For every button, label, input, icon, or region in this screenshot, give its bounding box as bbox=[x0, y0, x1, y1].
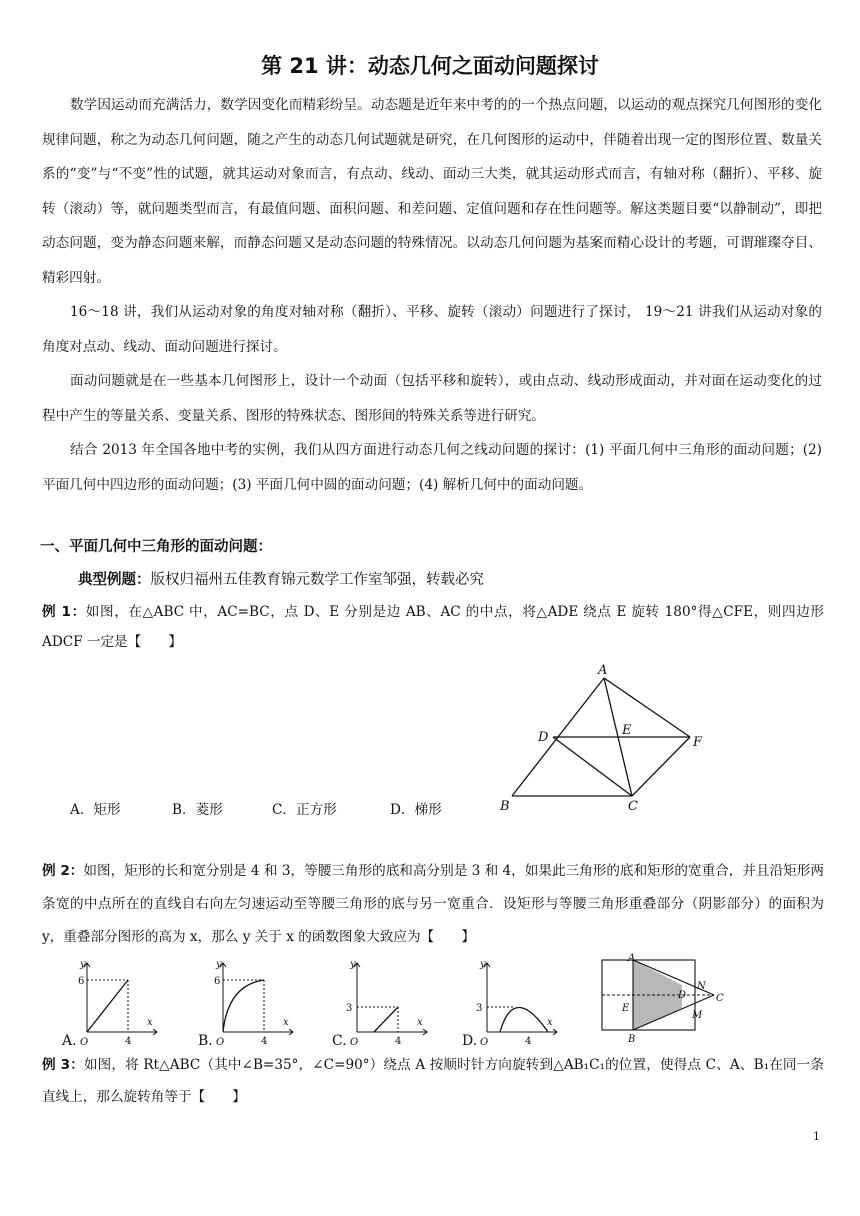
option-d: D．梯形 bbox=[390, 802, 442, 818]
page-title: 第 21 讲：动态几何之面动问题探讨 bbox=[261, 54, 599, 78]
fig2-label-e: E bbox=[622, 1003, 630, 1014]
intro-paragraph-2: 16～18 讲，我们从运动对象的角度对轴对称（翻折）、平移、旋转（滚动）问题进行了探讨， 19～21 讲我们从运动对象的角度对点动、线动、面动问题进行探讨。 bbox=[42, 304, 822, 355]
graph-c-xtick: 4 bbox=[395, 1036, 402, 1047]
graph-c-y-label: y bbox=[350, 959, 356, 970]
intro-paragraph-1: 数学因运动而充满活力，数学因变化而精彩纷呈。动态题是近年来中考的的一个热点问题，以运动的观点探究几何图形的变化规律问题，称之为动态几何问题，随之产生的动态几何试题就是研究，在几何图形的运动中，伴随着出现一定的图形位置、数量关系的“变”与“不变”性的试题，就其运动对象而言，有点动、线动、面动三大类，就其运动形式而言，有轴对称（翻折）、平移、旋转（滚动）等，就问题类型而言，有最值问题、面积问题、和差问题、定值问题和存在性问题等。解这类题目要“以静制动”，即把动态问题，变为静态问题来解，而静态问题又是动态问题的特殊情况。以动态几何问题为基案而精心设计的考题，可谓璀璨夺目、精彩四射。 bbox=[42, 97, 822, 286]
graph-b bbox=[198, 955, 303, 1047]
edge-af bbox=[604, 678, 690, 737]
graph-a-y-label: y bbox=[80, 959, 86, 970]
fig2-label-m: M bbox=[692, 1010, 703, 1021]
label-e: E bbox=[622, 723, 632, 738]
graph-b-x-label: x bbox=[283, 1017, 289, 1028]
graph-c-letter: C. bbox=[332, 1033, 347, 1047]
graph-d-xtick: 4 bbox=[525, 1036, 532, 1047]
copyright-note: 版权归福州五佳教育锦元数学工作室邹强，转载必究 bbox=[150, 572, 484, 588]
graph-d-y-label: y bbox=[480, 959, 486, 970]
graph-a bbox=[62, 955, 167, 1047]
example-3-text bbox=[42, 1049, 824, 1113]
graph-c-ytick: 3 bbox=[346, 1003, 353, 1014]
graph-c bbox=[332, 955, 437, 1047]
example-3-body: 如图，将 Rt△ABC（其中∠B=35°，∠C=90°）绕点 A 按顺时针方向旋转到△AB₁C₁的位置，使得点 C、A、B₁在同一条直线上，那么旋转角等于【 】 bbox=[42, 1057, 824, 1105]
graph-b-ytick: 6 bbox=[214, 976, 221, 987]
graph-d-letter: D. bbox=[462, 1033, 478, 1047]
graph-a-xtick: 4 bbox=[125, 1036, 132, 1047]
graph-c-origin: O bbox=[350, 1037, 359, 1047]
edge-fc bbox=[632, 737, 690, 796]
option-b: B．菱形 bbox=[172, 802, 223, 818]
example-2-text bbox=[42, 855, 824, 954]
fig2-label-c: C bbox=[716, 993, 724, 1004]
page-number: 1 bbox=[813, 1130, 820, 1143]
example-1-text bbox=[42, 597, 824, 657]
intro-paragraph-3: 面动问题就是在一些基本几何图形上，设计一个动面（包括平移和旋转），或由点动、线动形成面动，并对面在运动变化的过程中产生的等量关系、变量关系、图形的特殊状态、图形间的特殊关系等进行研究。 bbox=[42, 373, 822, 424]
graph-a-letter: A. bbox=[62, 1033, 77, 1047]
label-d: D bbox=[538, 730, 549, 745]
example-3-label: 例 3： bbox=[42, 1057, 84, 1073]
example-1-label: 例 1： bbox=[42, 604, 86, 620]
intro-paragraph-4: 结合 2013 年全国各地中考的实例，我们从四方面进行动态几何之线动问题的探讨：(1) 平面几何中三角形的面动问题；(2) 平面几何中四边形的面动问题；(3) 平面几何中圆的面动问题；(4) 解析几何中的面动问题。 bbox=[42, 442, 822, 493]
label-c: C bbox=[628, 799, 638, 814]
label-f: F bbox=[693, 735, 703, 750]
graph-d-origin: O bbox=[480, 1037, 489, 1047]
example-2-body: 如图，矩形的长和宽分别是 4 和 3，等腰三角形的底和高分别是 3 和 4，如果此三角形的底和矩形的宽重合，并且沿矩形两条宽的中点所在的直线自右向左匀速运动至等腰三角形的底与另一宽重合．设矩形与等腰三角形重叠部分（阴影部分）的面积为 y，重叠部分图形的高为 x，那么 y 关于 x 的函数图象大致应为【 】 bbox=[42, 863, 824, 945]
section-heading: 一、平面几何中三角形的面动问题： bbox=[40, 539, 272, 555]
example-2-figure bbox=[596, 952, 728, 1044]
label-a: A bbox=[598, 663, 608, 678]
typical-examples-label: 典型例题： bbox=[78, 572, 151, 588]
graph-d-x-label: x bbox=[547, 1017, 553, 1028]
graph-c-x-label: x bbox=[417, 1017, 423, 1028]
example-2-label: 例 2： bbox=[42, 863, 84, 879]
graph-d-ytick: 3 bbox=[476, 1003, 483, 1014]
graph-a-x-label: x bbox=[147, 1017, 153, 1028]
graph-a-origin: O bbox=[80, 1037, 89, 1047]
option-a: A．矩形 bbox=[70, 802, 121, 818]
graph-b-letter: B. bbox=[198, 1033, 213, 1047]
example-1-figure bbox=[490, 660, 720, 815]
graph-b-y-label: y bbox=[216, 959, 222, 970]
graph-a-ytick: 6 bbox=[78, 976, 85, 987]
graph-b-origin: O bbox=[216, 1037, 225, 1047]
example-1-body: 如图，在△ABC 中，AC=BC，点 D、E 分别是边 AB、AC 的中点，将△ADE 绕点 E 旋转 180°得△CFE，则四边形 ADCF 一定是【 】 bbox=[42, 604, 824, 650]
label-b: B bbox=[500, 799, 510, 814]
fig2-label-b: B bbox=[628, 1034, 636, 1044]
option-c: C．正方形 bbox=[272, 802, 337, 818]
graph-d bbox=[462, 955, 567, 1047]
typical-examples-line bbox=[78, 568, 484, 589]
graph-b-xtick: 4 bbox=[261, 1036, 268, 1047]
fig2-label-d: D bbox=[678, 990, 687, 1001]
fig2-label-n: N bbox=[697, 981, 706, 992]
fig2-label-a: A bbox=[628, 953, 636, 964]
